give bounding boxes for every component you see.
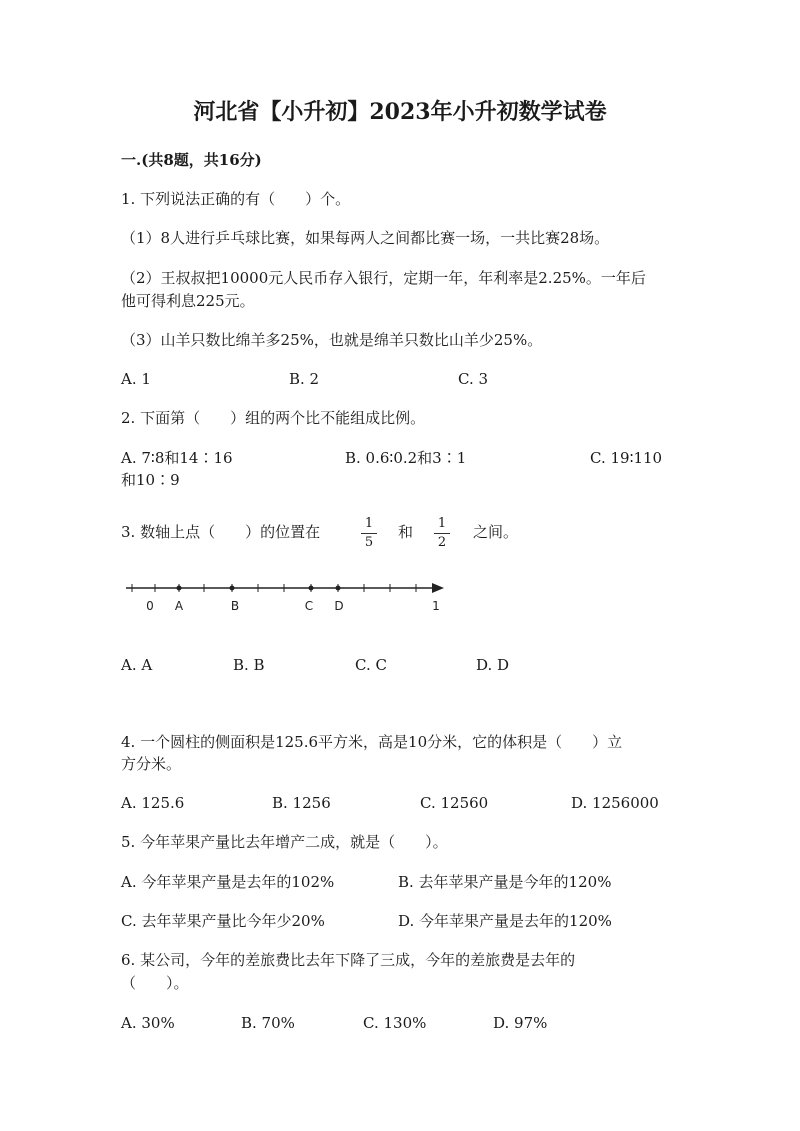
q6-option-c[interactable]: C. 130% [363,1014,427,1032]
q1-statement-1: （1）8人进行乒乓球比赛，如果每两人之间都比赛一场，一共比赛28场。 [121,229,610,247]
q4-stem-line2: 方分米。 [121,755,182,773]
point-d [336,586,341,591]
q6-option-a[interactable]: A. 30% [121,1014,175,1032]
arrow-head-icon [432,583,444,593]
page-title: 河北省【小升初】2023年小升初数学试卷 [193,99,607,125]
point-a [177,586,182,591]
q6-stem-line1: 6. 某公司，今年的差旅费比去年下降了三成，今年的差旅费是去年的 [121,951,576,969]
q1-stem: 1. 下列说法正确的有（ ）个。 [121,190,351,208]
q1-option-b[interactable]: B. 2 [289,370,320,388]
q3-and: 和 [398,523,414,541]
label-zero: 0 [146,599,154,613]
number-line [118,574,458,620]
q1-statement-2b: 他可得利息225元。 [121,292,255,310]
point-c [309,586,314,591]
q5-option-b[interactable]: B. 去年苹果产量是今年的120% [398,873,612,891]
label-a: A [174,599,184,613]
section-heading: 一.(共8题，共16分) [121,151,262,169]
q2-option-b[interactable]: B. 0.6∶0.2和3∶1 [345,449,467,467]
q1-option-a[interactable]: A. 1 [121,370,151,388]
point-b [230,586,235,591]
q3-stem-end: 之间。 [473,523,519,541]
label-d: D [334,599,344,613]
q3-option-a[interactable]: A. A [121,656,153,674]
q2-option-a[interactable]: A. 7∶8和14∶16 [121,449,233,467]
q4-option-a[interactable]: A. 125.6 [121,794,185,812]
q2-option-c-cont: 和10∶9 [121,471,180,489]
q6-stem-line2: （ ）。 [121,974,189,992]
q4-stem-line1: 4. 一个圆柱的侧面积是125.6平方米，高是10分米，它的体积是（ ）立 [121,733,623,751]
q5-option-c[interactable]: C. 去年苹果产量比今年少20% [121,912,325,930]
q3-option-b[interactable]: B. B [233,656,265,674]
q6-option-d[interactable]: D. 97% [493,1014,548,1032]
label-c: C [304,599,314,613]
q2-option-c[interactable]: C. 19∶110 [590,449,663,467]
label-b: B [230,599,240,613]
label-one: 1 [432,599,440,613]
q5-stem: 5. 今年苹果产量比去年增产二成，就是（ ）。 [121,833,448,851]
q4-option-d[interactable]: D. 1256000 [571,794,659,812]
q3-stem: 3. 数轴上点（ ）的位置在 [121,523,321,541]
q5-option-a[interactable]: A. 今年苹果产量是去年的102% [121,873,335,891]
q1-statement-3: （3）山羊只数比绵羊多25%，也就是绵羊只数比山羊少25%。 [121,331,543,349]
fraction-one-fifth: 1 5 [359,516,379,551]
q6-option-b[interactable]: B. 70% [241,1014,295,1032]
q4-option-c[interactable]: C. 12560 [420,794,489,812]
q3-option-c[interactable]: C. C [355,656,387,674]
q2-stem: 2. 下面第（ ）组的两个比不能组成比例。 [121,409,426,427]
q3-option-d[interactable]: D. D [476,656,510,674]
q5-option-d[interactable]: D. 今年苹果产量是去年的120% [398,912,612,930]
q4-option-b[interactable]: B. 1256 [272,794,331,812]
q1-option-c[interactable]: C. 3 [458,370,489,388]
q1-statement-2a: （2）王叔叔把10000元人民币存入银行，定期一年，年利率是2.25%。一年后 [121,269,646,287]
fraction-one-half: 1 2 [432,516,452,551]
